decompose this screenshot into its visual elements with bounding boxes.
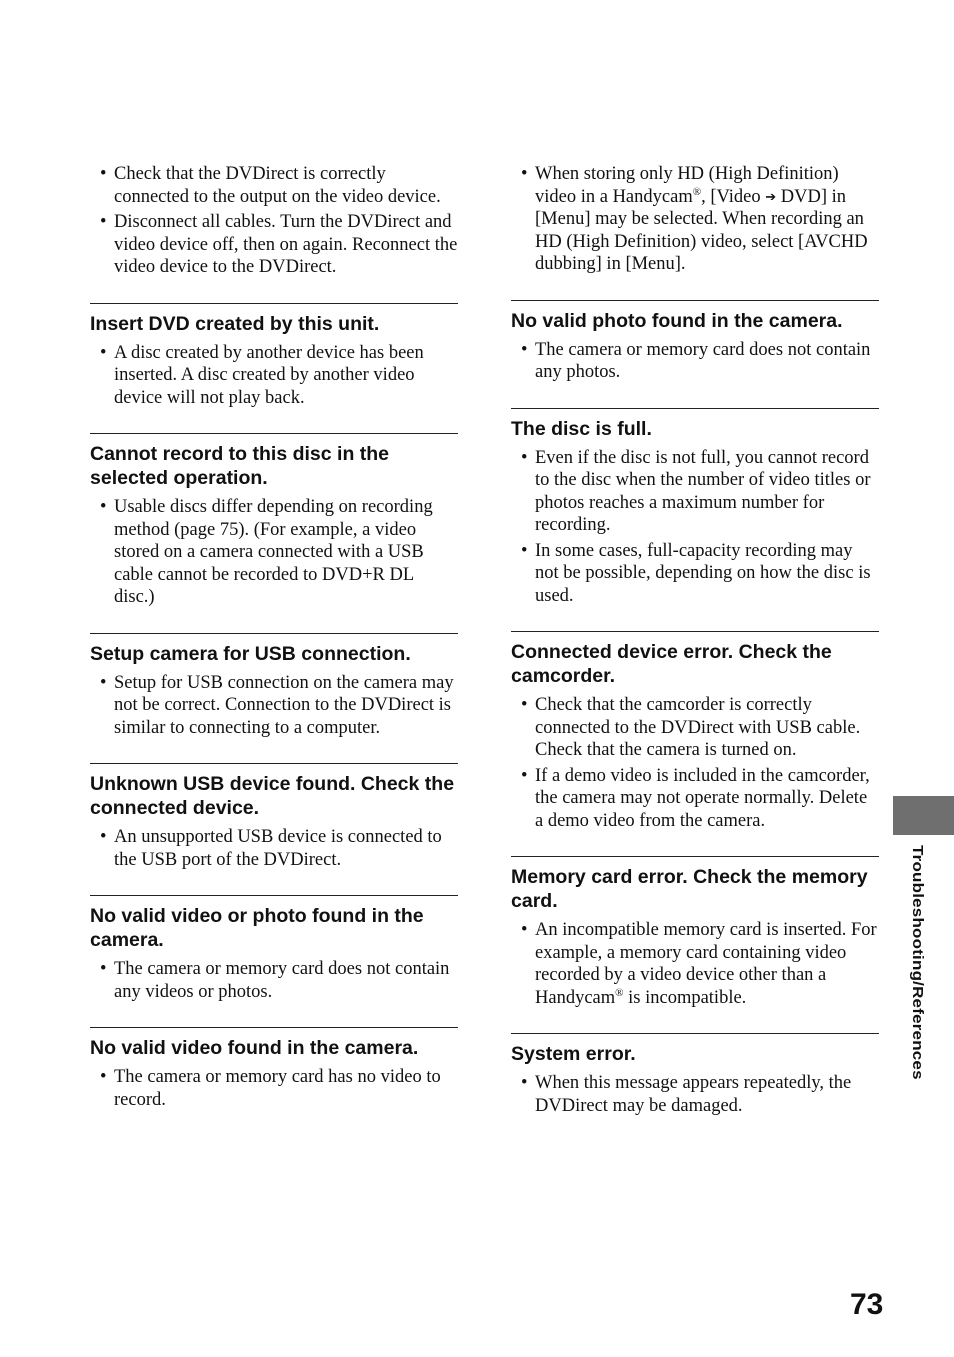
bullet-item: • Usable discs differ depending on recording method (page 75). (For example, a video stored on a camera connected with a USB cable cannot be recorded to DVD+R DL disc.): [90, 496, 458, 609]
bullet-list: [511, 339, 879, 384]
bullet-item: • Setup for USB connection on the camera may not be correct. Connection to the DVDirect is similar to connecting to a computer.: [90, 672, 458, 740]
registered-mark: ®: [692, 185, 702, 198]
section-no-photo: [511, 300, 879, 384]
bullet-item: • Disconnect all cables. Turn the DVDirect and video device off, then on again. Reconnect the video device to the DVDirect.: [90, 211, 458, 279]
section-heading: Insert DVD created by this unit.: [90, 312, 380, 335]
chapter-side-label: Troubleshooting/References: [909, 845, 926, 1080]
bullet-text: , [Video: [701, 186, 761, 207]
left-column: [90, 163, 458, 1114]
section-system-error: [511, 1033, 879, 1117]
registered-mark: ®: [615, 986, 624, 999]
section-disc-full: [511, 408, 879, 608]
section-heading: Unknown USB device found. Check the connected device.: [90, 773, 455, 819]
bullet-list: [511, 919, 879, 1009]
bullet-item: • Check that the DVDirect is correctly connected to the output on the video device.: [90, 163, 458, 208]
bullet-item: • When this message appears repeatedly, the DVDirect may be damaged.: [511, 1072, 879, 1117]
bullet-item: • An unsupported USB device is connected to the USB port of the DVDirect.: [90, 826, 458, 871]
section-heading: No valid video or photo found in the camera.: [90, 905, 424, 951]
page-number: 73: [850, 1288, 884, 1321]
bullet-list: [511, 163, 879, 276]
section-heading: System error.: [511, 1043, 636, 1065]
bullet-list: [511, 447, 879, 608]
bullet-list: [90, 1066, 458, 1111]
left-intro: [90, 163, 458, 279]
arrow-right-icon: ➔: [765, 188, 777, 204]
right-intro: [511, 163, 879, 276]
section-heading: Memory card error. Check the memory card.: [511, 866, 868, 912]
section-insert-dvd: [90, 303, 458, 410]
section-heading: Setup camera for USB connection.: [90, 642, 411, 665]
bullet-list: [511, 694, 879, 832]
section-setup-camera: [90, 633, 458, 740]
section-no-video-or-photo: [90, 895, 458, 1003]
section-heading: Cannot record to this disc in the selected operation.: [90, 443, 390, 489]
bullet-item: [511, 163, 879, 276]
section-connected-device-error: [511, 631, 879, 832]
bullet-list: [90, 496, 458, 609]
bullet-list: [90, 342, 458, 410]
bullet-item: • Even if the disc is not full, you cannot record to the disc when the number of video titles or photos reaches a maximum number for recording.: [511, 447, 879, 537]
bullet-item: • The camera or memory card does not contain any photos.: [511, 339, 879, 384]
bullet-list: [90, 826, 458, 871]
bullet-list: [90, 163, 458, 279]
section-heading: No valid video found in the camera.: [90, 1037, 419, 1059]
bullet-text: An incompatible memory card is inserted. For example, a memory card containing video recorded by a video device other than a Handycam: [535, 920, 877, 1008]
bullet-text: DVD] in [Menu] may be selected. When recording an HD (High Definition) video, select [AVCHD dubbing] in [Menu].: [535, 186, 868, 274]
bullet-item: • The camera or memory card does not contain any videos or photos.: [90, 958, 458, 1003]
section-heading: No valid photo found in the camera.: [511, 309, 843, 332]
bullet-text: is incompatible.: [623, 987, 747, 1008]
bullet-item: [511, 919, 879, 1009]
section-memory-card-error: [511, 856, 879, 1009]
bullet-list: [511, 1072, 879, 1117]
section-no-video: [90, 1027, 458, 1111]
bullet-item: • Check that the camcorder is correctly connected to the DVDirect with USB cable. Check that the camera is turned on.: [511, 694, 879, 762]
section-heading: Connected device error. Check the camcorder.: [511, 641, 832, 687]
bullet-item: • If a demo video is included in the camcorder, the camera may not operate normally. Delete a demo video from the camera.: [511, 765, 879, 833]
section-cannot-record: [90, 433, 458, 609]
right-column: [511, 163, 879, 1120]
bullet-item: • In some cases, full-capacity recording may not be possible, depending on how the disc is used.: [511, 540, 879, 608]
bullet-item: • The camera or memory card has no video to record.: [90, 1066, 458, 1111]
bullet-list: [90, 672, 458, 740]
bullet-text: When storing only HD (High Definition) video in a Handycam: [535, 164, 839, 207]
section-unknown-usb: [90, 763, 458, 871]
section-heading: The disc is full.: [511, 417, 652, 440]
chapter-tab-marker: [893, 796, 954, 835]
bullet-item: • A disc created by another device has been inserted. A disc created by another video device will not play back.: [90, 342, 458, 410]
bullet-list: [90, 958, 458, 1003]
